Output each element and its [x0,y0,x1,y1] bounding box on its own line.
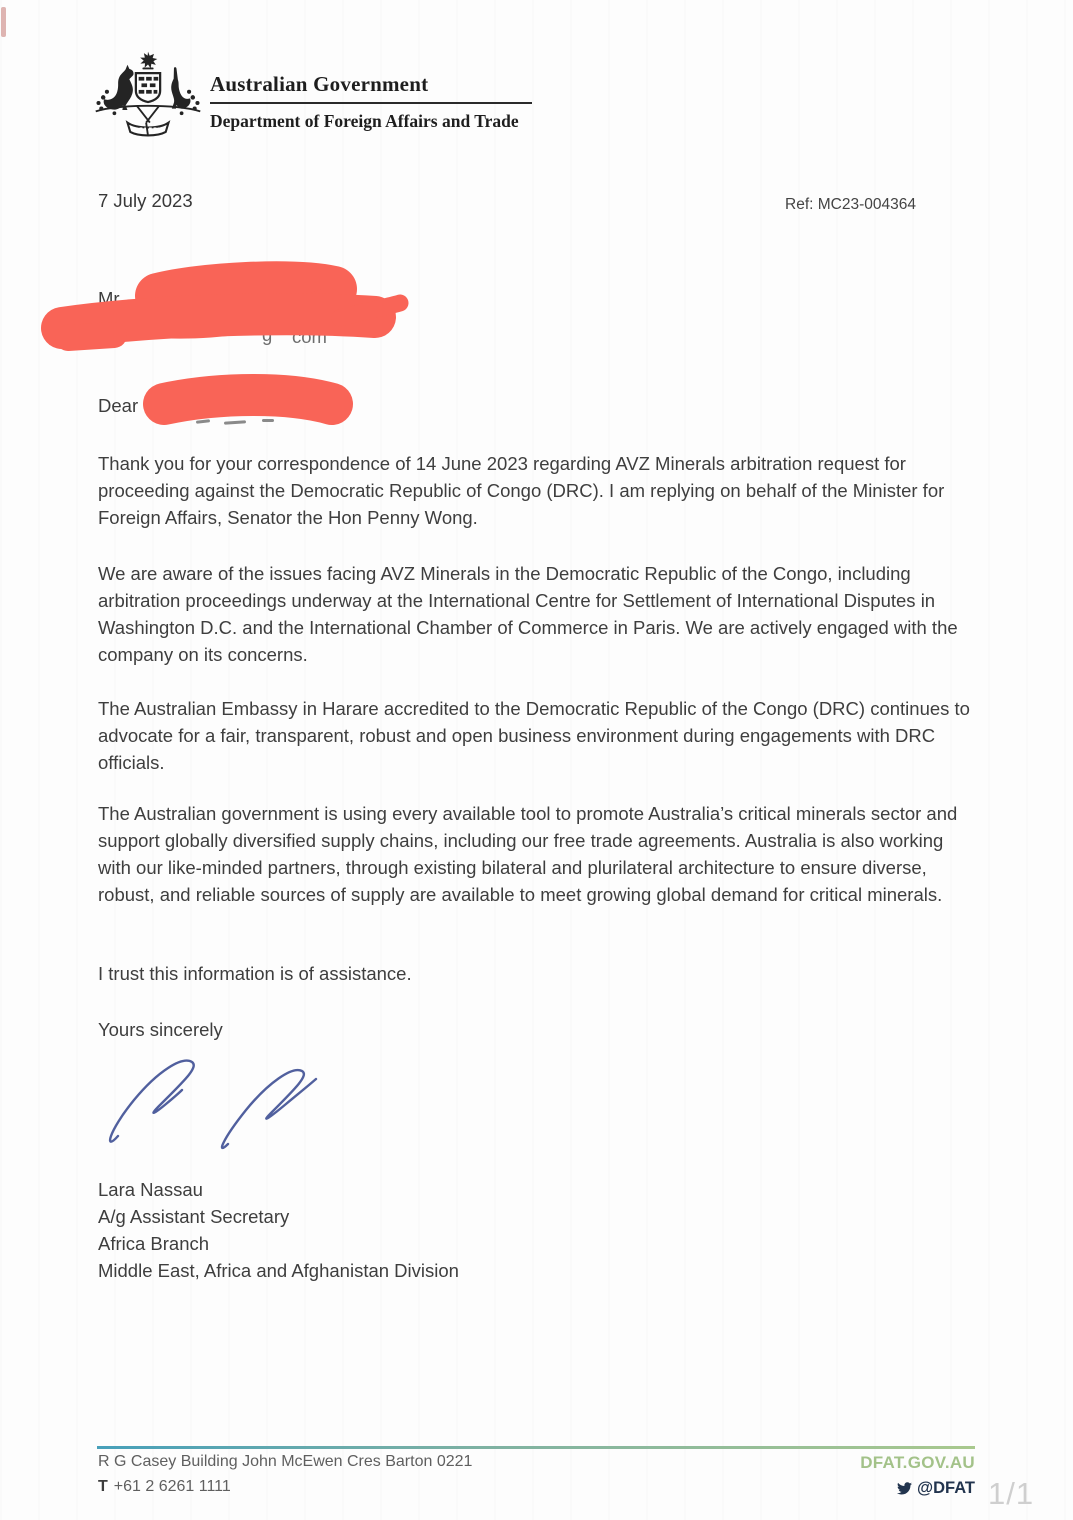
closing-line: I trust this information is of assistance. [98,963,412,984]
department-title: Department of Foreign Affairs and Trade [210,111,519,131]
body-paragraph: The Australian Embassy in Harare accredited to the Democratic Republic of the Congo (DRC) continues to advocate for a fair, transparent, robust and open business environment during engagements with DRC officials. [98,698,970,773]
footer-address: R G Casey Building John McEwen Cres Barton 0221 [98,1453,473,1470]
signatory-title: A/g Assistant Secretary [98,1206,290,1227]
phone-number: +61 2 6261 1111 [113,1478,231,1495]
footer-website-link: DFAT.GOV.AU [860,1453,975,1472]
obscured-email-fragment: g [262,324,273,345]
government-title: Australian Government [210,72,429,96]
obscured-text-remnant [262,419,274,422]
footer-twitter-handle [897,1479,975,1498]
redaction-marker-greeting [120,366,370,446]
twitter-handle-text: @DFAT [917,1479,975,1497]
signatory-division: Middle East, Africa and Afghanistan Division [98,1260,459,1281]
valediction: Yours sincerely [98,1019,223,1040]
body-paragraph: We are aware of the issues facing AVZ Minerals in the Democratic Republic of the Congo, including arbitration proceedings underway at the International Centre for Settlement of International Disputes in Washington D.C. and the International Chamber of Commerce in Paris. We are actively engaged with the company on its concerns. [98,563,958,665]
page-indicator: 1/1 [988,1476,1035,1511]
obscured-email-fragment: com [292,326,327,347]
scan-artifact [1,7,6,37]
body-paragraph: The Australian government is using every available tool to promote Australia’s critical minerals sector and support globally diversified supply chains, including our free trade agreements. Australia is also working with our like-minded partners, through existing bilateral and plurilateral architecture to ensure diverse, robust, and reliable sources of supply are available to meet growing global demand for critical minerals. [98,803,958,905]
signatory-branch: Africa Branch [98,1233,210,1254]
recipient-salutation: Mr [98,288,120,309]
letterhead-divider [210,102,532,104]
signatory-name: Lara Nassau [98,1179,203,1200]
reference-number: Ref: MC23-004364 [785,196,916,213]
handwritten-signature [100,1048,345,1163]
australian-coat-of-arms-icon [92,50,204,142]
obscured-text-remnant [196,419,210,423]
letter-date: 7 July 2023 [98,190,193,211]
phone-label: T [98,1478,108,1495]
body-paragraph: Thank you for your correspondence of 14 June 2023 regarding AVZ Minerals arbitration request for proceeding against the Democratic Republic of Congo (DRC). I am replying on behalf of the Minister for Foreign Affairs, Senator the Hon Penny Wong. [98,453,945,528]
greeting-prefix: Dear [98,395,139,416]
footer-phone [98,1478,231,1496]
twitter-bird-icon [897,1482,912,1495]
letterhead [210,72,540,132]
signature-block [98,1176,459,1284]
footer-divider [97,1446,975,1449]
obscured-text-remnant [224,420,246,425]
